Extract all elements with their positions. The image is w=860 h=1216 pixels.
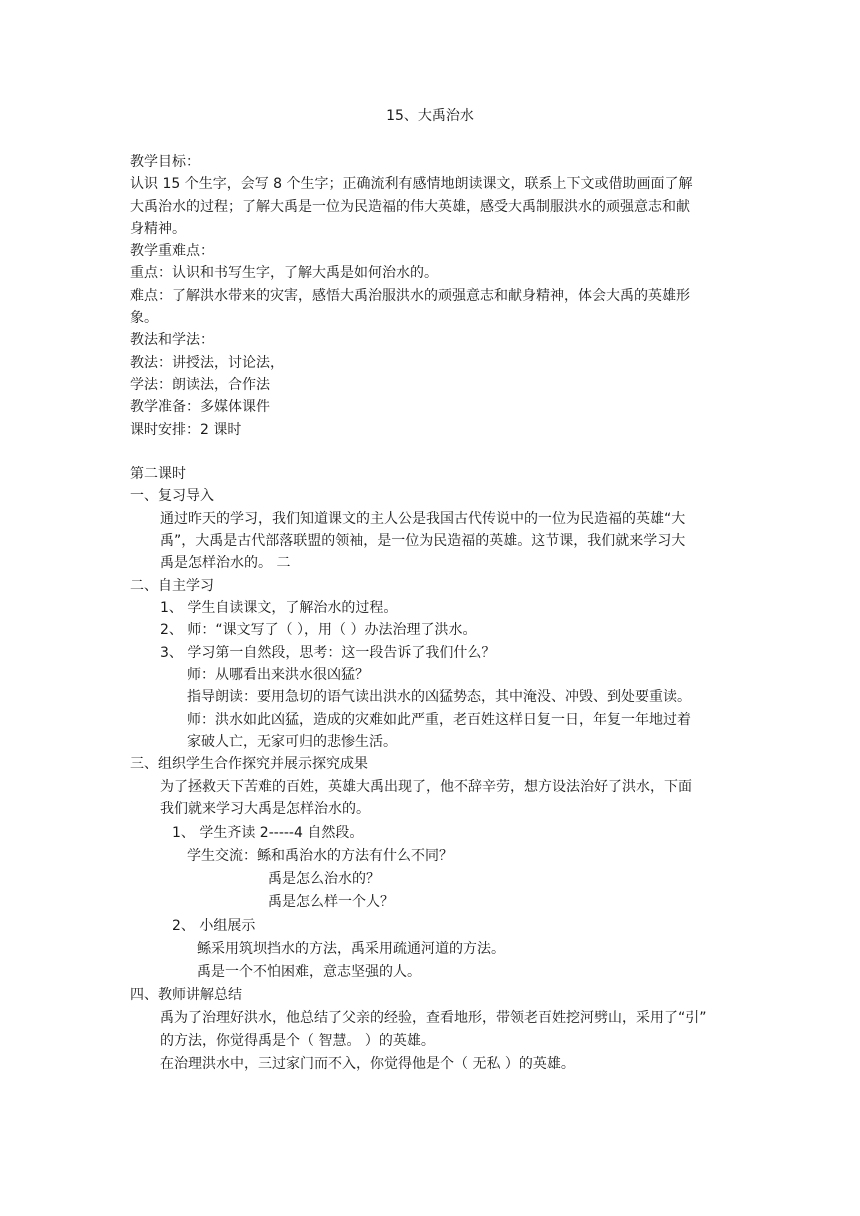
section-text: 通过昨天的学习，我们知道课文的主人公是我国古代传说中的一位为民造福的英雄“大 <box>160 511 686 527</box>
key-points-line: 重点：认识和书写生字，了解大禹是如何治水的。 <box>130 265 438 281</box>
sub-text: 禹是怎么样一个人？ <box>268 894 394 910</box>
section-text: 在治理洪水中，三过家门而不入，你觉得他是个（ 无私 ）的英雄。 <box>160 1056 575 1072</box>
sub-text: 学生交流：鲧和禹治水的方法有什么不同？ <box>187 848 453 864</box>
list-item: 1、 学生自读课文，了解治水的过程。 <box>160 600 398 616</box>
key-points-heading: 教学重难点： <box>130 243 214 259</box>
objectives-line: 大禹治水的过程；了解大禹是一位为民造福的伟大英雄，感受大禹制服洪水的顽强意志和献 <box>130 199 690 215</box>
list-item: 2、 小组展示 <box>172 918 256 934</box>
lesson-heading: 第二课时 <box>130 466 186 482</box>
methods-heading: 教法和学法： <box>130 332 214 348</box>
teaching-method: 教法：讲授法，讨论法， <box>130 355 284 371</box>
section-heading: 四、教师讲解总结 <box>130 987 242 1003</box>
sub-text: 师：洪水如此凶猛，造成的灾难如此严重，老百姓这样日复一日，年复一年地过着 <box>187 712 691 728</box>
section-text: 我们就来学习大禹是怎样治水的。 <box>160 801 370 817</box>
sub-text: 指导朗读：要用急切的语气读出洪水的凶猛势态，其中淹没、冲毁、到处要重读。 <box>187 689 691 705</box>
sub-text: 鲧采用筑坝挡水的方法，禹采用疏通河道的方法。 <box>197 941 505 957</box>
list-item: 3、 学习第一自然段，思考：这一段告诉了我们什么？ <box>160 645 496 661</box>
section-text: 禹为了治理好洪水，他总结了父亲的经验，查看地形，带领老百姓挖河劈山，采用了“引” <box>160 1010 707 1026</box>
section-heading: 二、自主学习 <box>130 578 214 594</box>
sub-text: 师：从哪看出来洪水很凶猛？ <box>187 667 369 683</box>
section-heading: 三、组织学生合作探究并展示探究成果 <box>130 756 368 772</box>
learning-method: 学法：朗读法，合作法 <box>130 377 270 393</box>
section-text: 禹是怎样治水的。 二 <box>160 555 291 571</box>
teaching-prep: 教学准备：多媒体课件 <box>130 399 270 415</box>
sub-text: 禹是怎么治水的？ <box>268 871 380 887</box>
objectives-line: 身精神。 <box>130 221 186 237</box>
class-schedule: 课时安排：2 课时 <box>130 422 242 438</box>
sub-text: 家破人亡，无家可归的悲惨生活。 <box>187 734 397 750</box>
section-text: 的方法，你觉得禹是个（ 智慧。 ）的英雄。 <box>160 1033 435 1049</box>
section-text: 禹”，大禹是古代部落联盟的领袖，是一位为民造福的英雄。这节课，我们就来学习大 <box>160 533 686 549</box>
list-item: 1、 学生齐读 2-----4 自然段。 <box>172 825 364 841</box>
page-title: 15、大禹治水 <box>386 108 474 124</box>
section-heading: 一、复习导入 <box>130 488 214 504</box>
list-item: 2、 师：“课文写了（ ），用（ ）办法治理了洪水。 <box>160 622 477 638</box>
objectives-line: 认识 15 个生字，会写 8 个生字；正确流利有感情地朗读课文，联系上下文或借助画面了解 <box>130 176 693 192</box>
objectives-heading: 教学目标： <box>130 154 200 170</box>
section-text: 为了拯救天下苦难的百姓，英雄大禹出现了，他不辞辛劳，想方设法治好了洪水，下面 <box>160 779 692 795</box>
key-points-line: 难点：了解洪水带来的灾害，感悟大禹治服洪水的顽强意志和献身精神，体会大禹的英雄形 <box>130 288 690 304</box>
sub-text: 禹是一个不怕困难，意志坚强的人。 <box>197 964 421 980</box>
key-points-line: 象。 <box>130 310 158 326</box>
